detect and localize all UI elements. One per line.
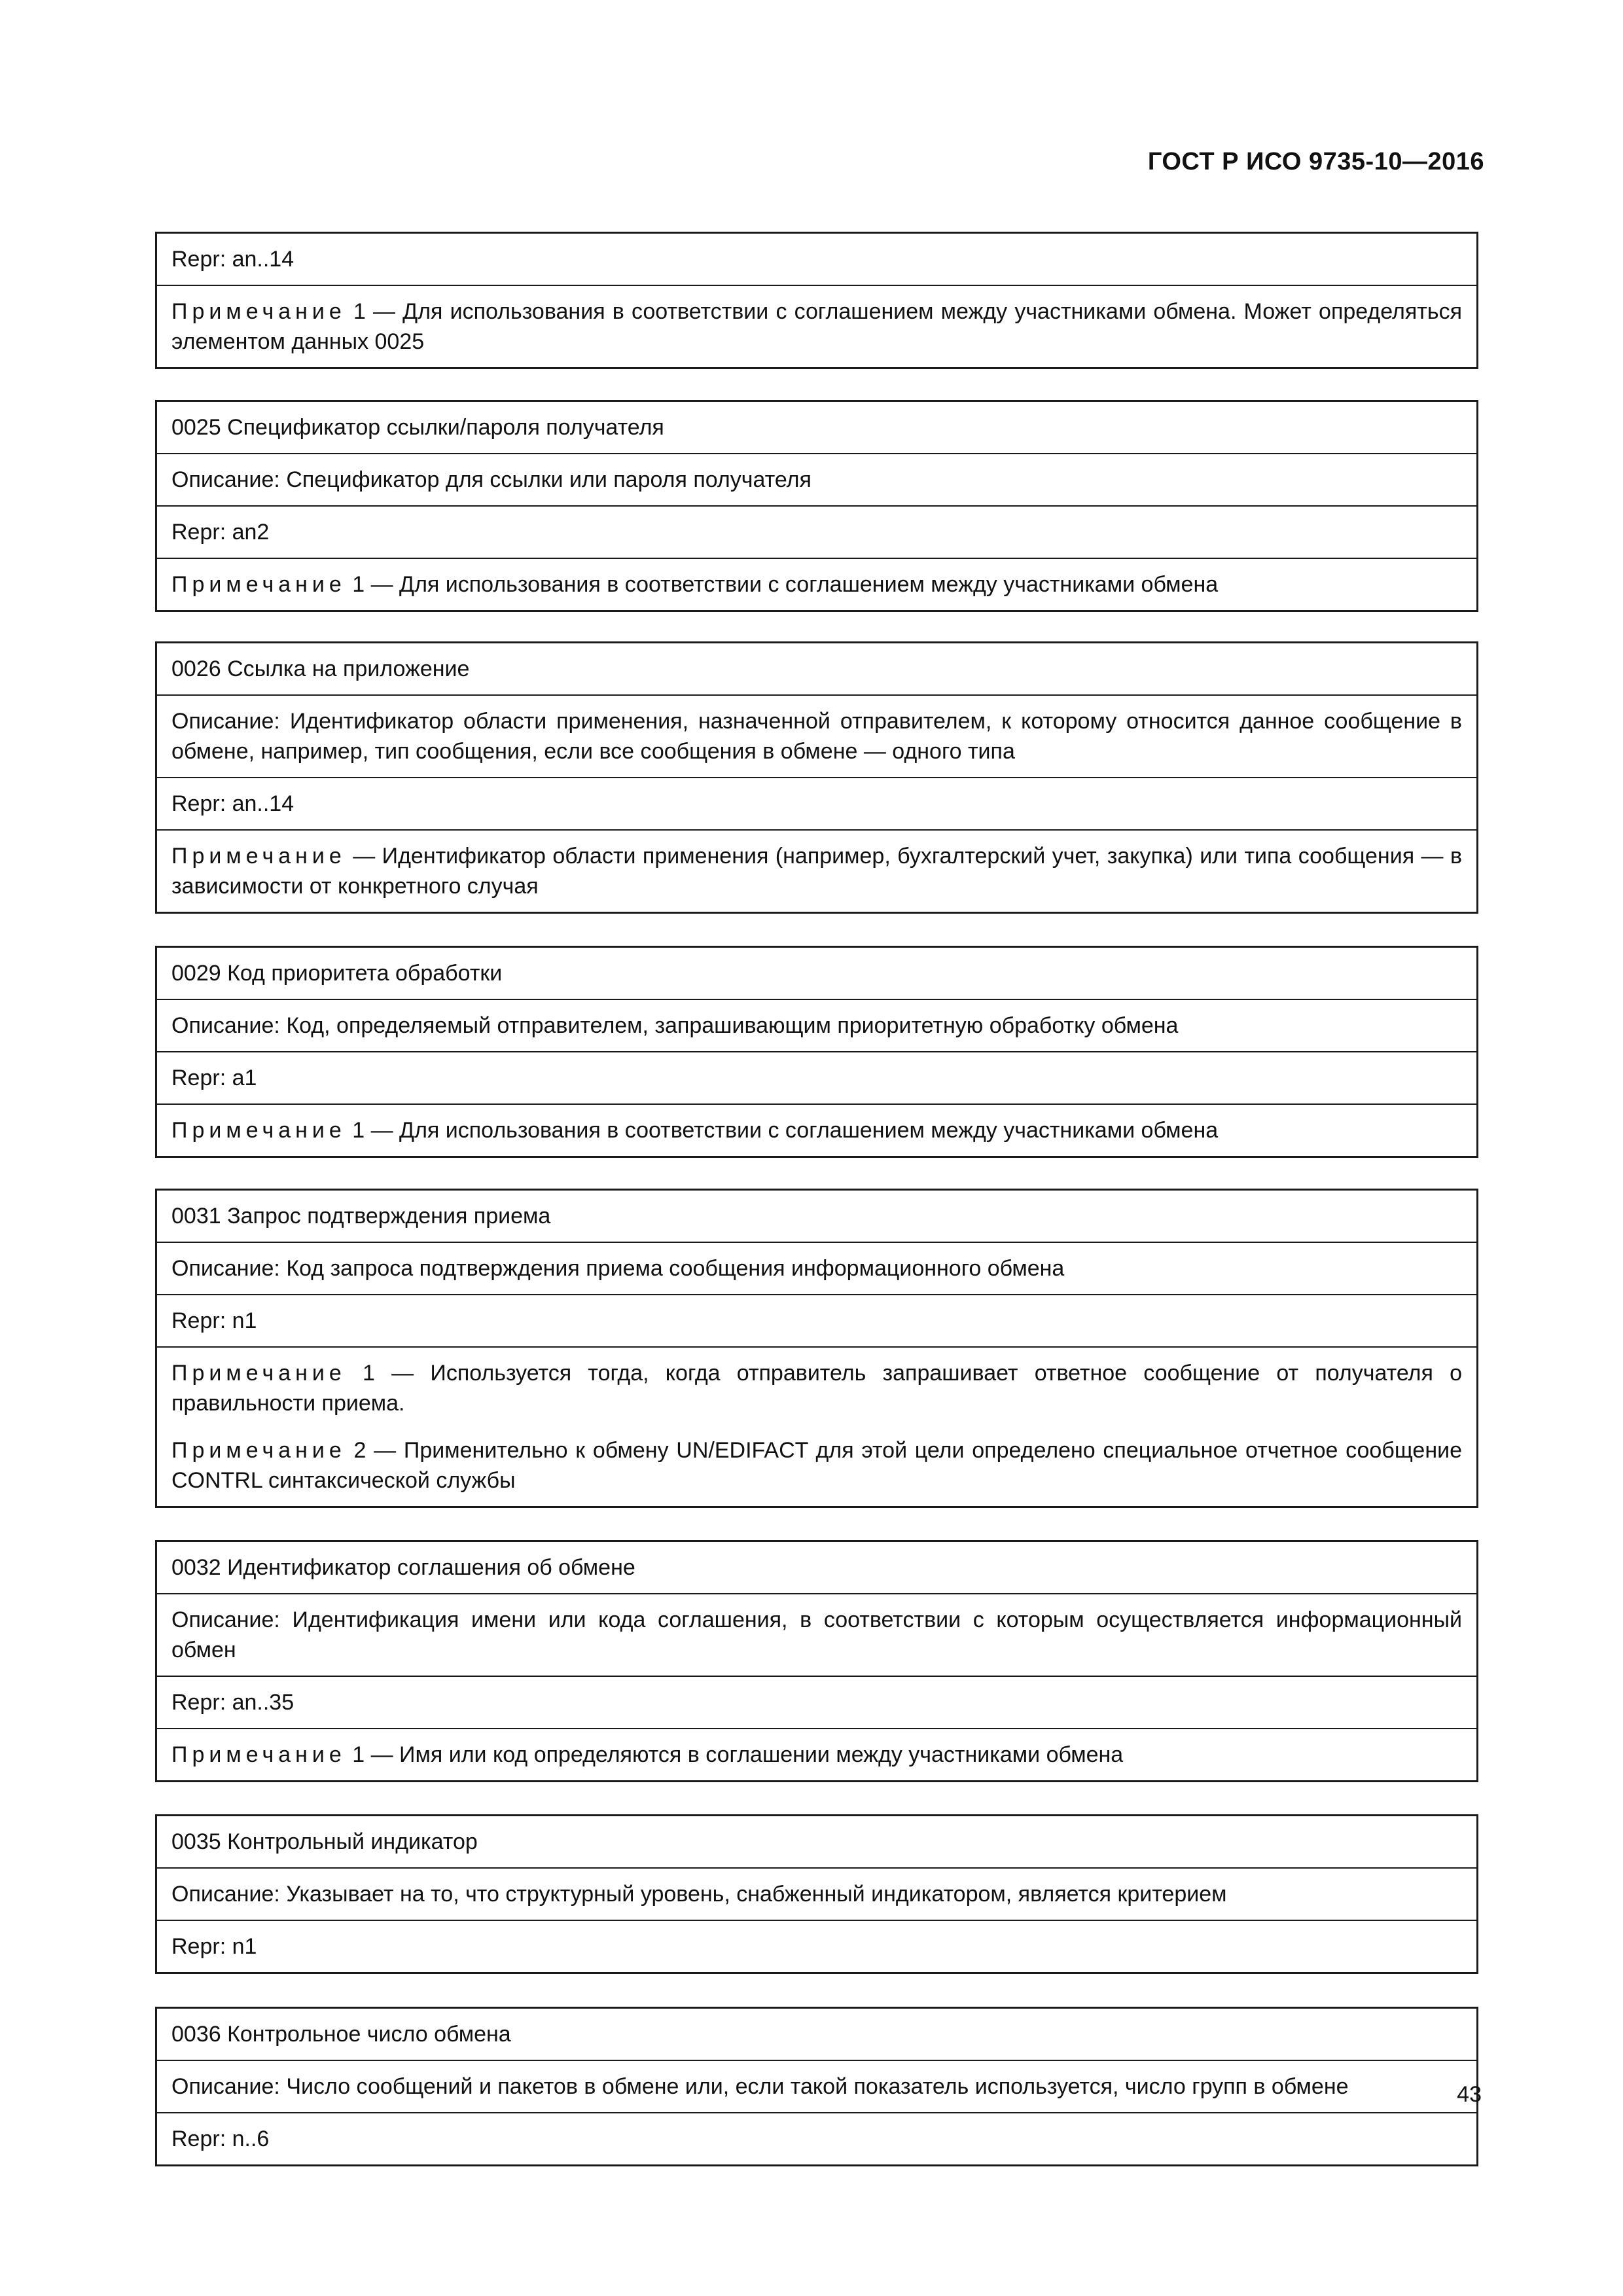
note-label: Примечание xyxy=(171,1361,346,1386)
note-row xyxy=(157,829,1476,912)
description-row: Описание: Идентификатор области применения, назначенной отправителем, к которому относится данное сообщение в обмене, например, тип сообщения, если все сообщения в обмене — одного типа xyxy=(157,694,1476,777)
element-title-row: 0029 Код приоритета обработки xyxy=(171,961,503,986)
note-paragraph xyxy=(171,1358,1462,1418)
representation-row: Repr: n..6 xyxy=(157,2112,1476,2164)
description-row: Описание: Указывает на то, что структурный уровень, снабженный индикатором, является критерием xyxy=(157,1867,1476,1920)
data-element-block xyxy=(155,2007,1478,2166)
element-title-row: 0025 Спецификатор ссылки/пароля получателя xyxy=(171,415,664,440)
note-text: 1 — Используется тогда, когда отправитель запрашивает ответное сообщение от получателя о правильности приема. xyxy=(171,1361,1462,1416)
element-title-row: 0031 Запрос подтверждения приема xyxy=(171,1204,551,1229)
element-title-row: 0026 Ссылка на приложение xyxy=(171,656,470,681)
note-row xyxy=(157,1728,1476,1780)
note-text: 1 — Для использования в соответствии с соглашением между участниками обмена xyxy=(346,1118,1219,1143)
representation-row: Repr: an..35 xyxy=(157,1676,1476,1728)
note-paragraph xyxy=(171,296,1462,357)
representation-row: Repr: an2 xyxy=(157,505,1476,558)
representation-row: Repr: an..14 xyxy=(157,777,1476,829)
data-element-block xyxy=(155,1540,1478,1782)
note-row xyxy=(157,285,1476,367)
element-title-row: 0036 Контрольное число обмена xyxy=(171,2022,511,2047)
note-paragraph xyxy=(171,569,1462,600)
representation-row: Repr: n1 xyxy=(157,1920,1476,1972)
note-text: — Идентификатор области применения (например, бухгалтерский учет, закупка) или типа сообщения — в зависимости от конкретного случая xyxy=(171,844,1462,899)
description-row: Описание: Код, определяемый отправителем, запрашивающим приоритетную обработку обмена xyxy=(157,999,1476,1051)
note-label: Примечание xyxy=(171,1438,346,1463)
note-paragraph xyxy=(171,1115,1462,1145)
note-row xyxy=(157,1346,1476,1506)
description-row: Описание: Код запроса подтверждения приема сообщения информационного обмена xyxy=(157,1242,1476,1294)
document-code: ГОСТ Р ИСО 9735-10—2016 xyxy=(1147,148,1484,175)
note-label: Примечание xyxy=(171,1742,346,1767)
note-paragraph xyxy=(171,1435,1462,1496)
note-label: Примечание xyxy=(171,572,346,597)
data-element-block xyxy=(155,400,1478,612)
note-label: Примечание xyxy=(171,1118,346,1143)
note-text: 2 — Применительно к обмену UN/EDIFACT для этой цели определено специальное отчетное сообщение CONTRL синтаксической службы xyxy=(171,1438,1462,1493)
note-paragraph xyxy=(171,841,1462,901)
element-title-row: 0032 Идентификатор соглашения об обмене xyxy=(171,1555,635,1580)
note-row xyxy=(157,558,1476,610)
description-row: Описание: Идентификация имени или кода соглашения, в соответствии с которым осуществляется информационный обмен xyxy=(157,1593,1476,1676)
note-text: 1 — Для использования в соответствии с соглашением между участниками обмена xyxy=(346,572,1219,597)
note-text: 1 — Имя или код определяются в соглашении между участниками обмена xyxy=(346,1742,1124,1767)
representation-row: Repr: n1 xyxy=(157,1294,1476,1346)
data-element-block xyxy=(155,641,1478,914)
data-element-block xyxy=(155,1189,1478,1508)
description-row: Описание: Число сообщений и пакетов в обмене или, если такой показатель используется, число групп в обмене xyxy=(157,2060,1476,2112)
description-row: Описание: Спецификатор для ссылки или пароля получателя xyxy=(157,453,1476,505)
note-row xyxy=(157,1103,1476,1156)
note-label: Примечание xyxy=(171,844,346,869)
page-number: 43 xyxy=(1457,2082,1482,2107)
representation-row: Repr: a1 xyxy=(157,1051,1476,1103)
note-label: Примечание xyxy=(171,299,346,324)
note-text: 1 — Для использования в соответствии с соглашением между участниками обмена. Может определяться элементом данных 0025 xyxy=(171,299,1462,354)
element-title-row: 0035 Контрольный индикатор xyxy=(171,1829,478,1854)
data-element-list xyxy=(155,232,1478,2166)
representation-row: Repr: an..14 xyxy=(171,247,294,272)
data-element-block xyxy=(155,946,1478,1158)
data-element-block xyxy=(155,232,1478,369)
data-element-block xyxy=(155,1814,1478,1974)
note-paragraph xyxy=(171,1740,1462,1770)
